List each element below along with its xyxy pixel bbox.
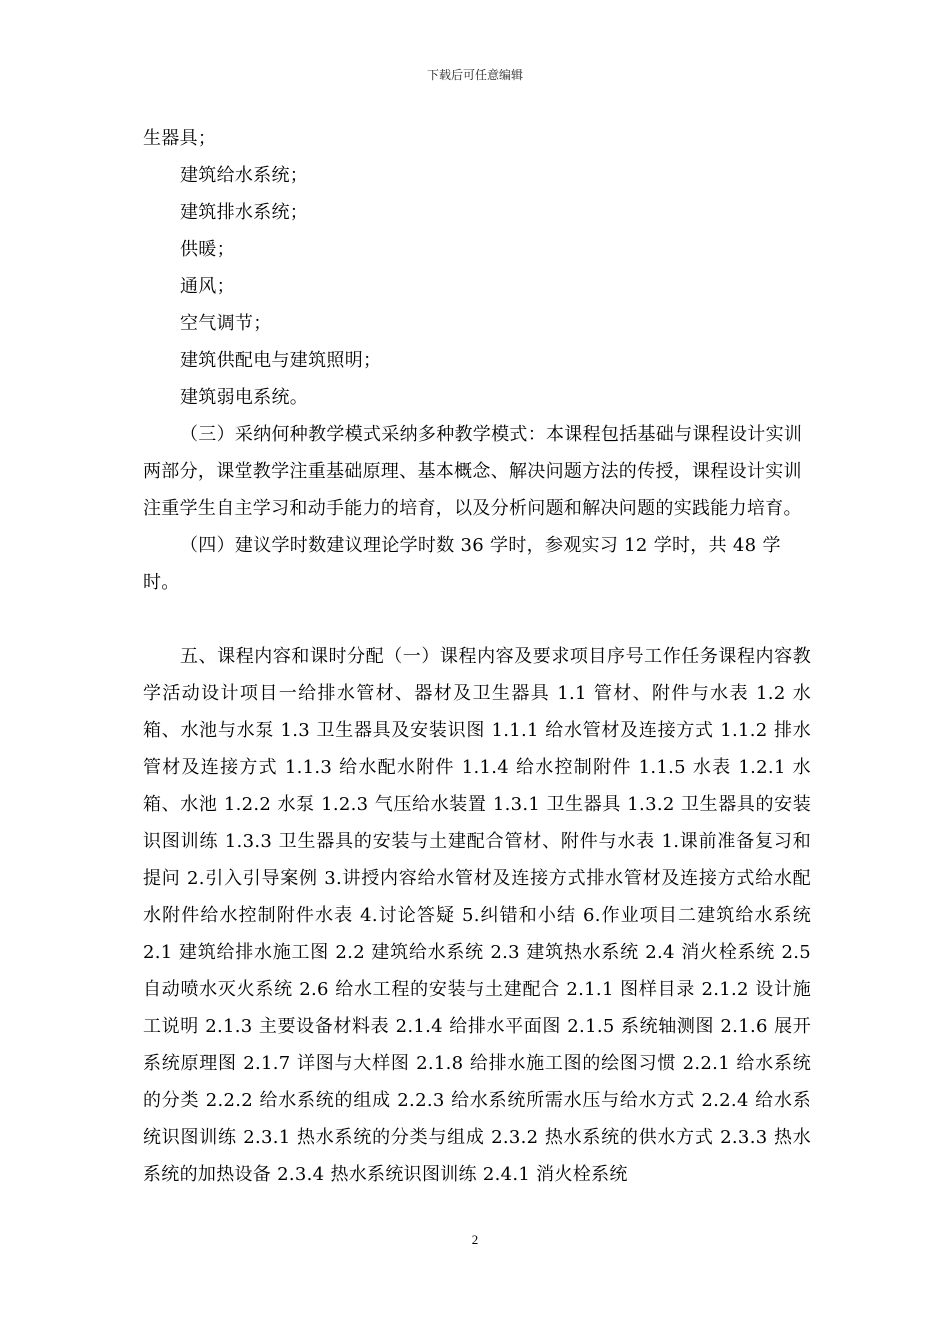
paragraph-continuation: 生器具； [143, 128, 217, 149]
paragraph-gap [143, 601, 811, 638]
paragraph-course-content: 五、课程内容和课时分配（一）课程内容及要求项目序号工作任务课程内容教学活动设计项目一给排水管材、器材及卫生器具 1.1 管材、附件与水表 1.2 水箱、水池与水泵 1.3 卫生器具及安装识图 1.1.1 给水管材及连接方式 1.1.2 排水管材及连接方式 1.1.3 给水配水附件 1.1.4 给水控制附件 1.1.5 水表 1.2.1 水箱、水池 1.2.2 水泵 1.2.3 气压给水装置 1.3.1 卫生器具 1.3.2 卫生器具的安装识图训练 1.3.3 卫生器具的安装与土建配合管材、附件与水表 1.课前准备复习和提问 2.引入引导案例 3.讲授内容给水管材及连接方式排水管材及连接方式给水配水附件给水控制附件水表 4.讨论答疑 5.纠错和小结 6.作业项目二建筑给水系统 2.1 建筑给排水施工图 2.2 建筑给水系统 2.3 建筑热水系统 2.4 消火栓系统 2.5 自动喷水灭火系统 2.6 给水工程的安装与土建配合 2.1.1 图样目录 2.1.2 设计施工说明 2.1.3 主要设备材料表 2.1.4 给排水平面图 2.1.5 系统轴测图 2.1.6 展开系统原理图 2.1.7 详图与大样图 2.1.8 给排水施工图的绘图习惯 2.2.1 给水系统的分类 2.2.2 给水系统的组成 2.2.3 给水系统所需水压与给水方式 2.2.4 给水系统识图训练 2.3.1 热水系统的分类与组成 2.3.2 热水系统的供水方式 2.3.3 热水系统的加热设备 2.3.4 热水系统识图训练 2.4.1 消火栓系统 [143, 646, 811, 1185]
page-header: 下载后可任意编辑 [426, 68, 523, 82]
list-item: 建筑供配电与建筑照明； [180, 350, 382, 371]
list-item: 空气调节； [180, 313, 272, 334]
list-item: 建筑给水系统； [180, 165, 309, 186]
paragraph-teaching-mode: （三）采纳何种教学模式采纳多种教学模式：本课程包括基础与课程设计实训两部分，课堂教学注重基础原理、基本概念、解决问题方法的传授，课程设计实训注重学生自主学习和动手能力的培育，以及分析问题和解决问题的实践能力培育。 [143, 424, 803, 519]
document-body [143, 120, 811, 1193]
page-number: 2 [471, 1232, 479, 1247]
paragraph-hours: （四）建议学时数建议理论学时数 36 学时，参观实习 12 学时，共 48 学时。 [143, 535, 781, 593]
list-item: 建筑弱电系统。 [180, 387, 309, 408]
list-item: 通风； [180, 276, 235, 297]
list-item: 供暖； [180, 239, 235, 260]
list-item: 建筑排水系统； [180, 202, 309, 223]
